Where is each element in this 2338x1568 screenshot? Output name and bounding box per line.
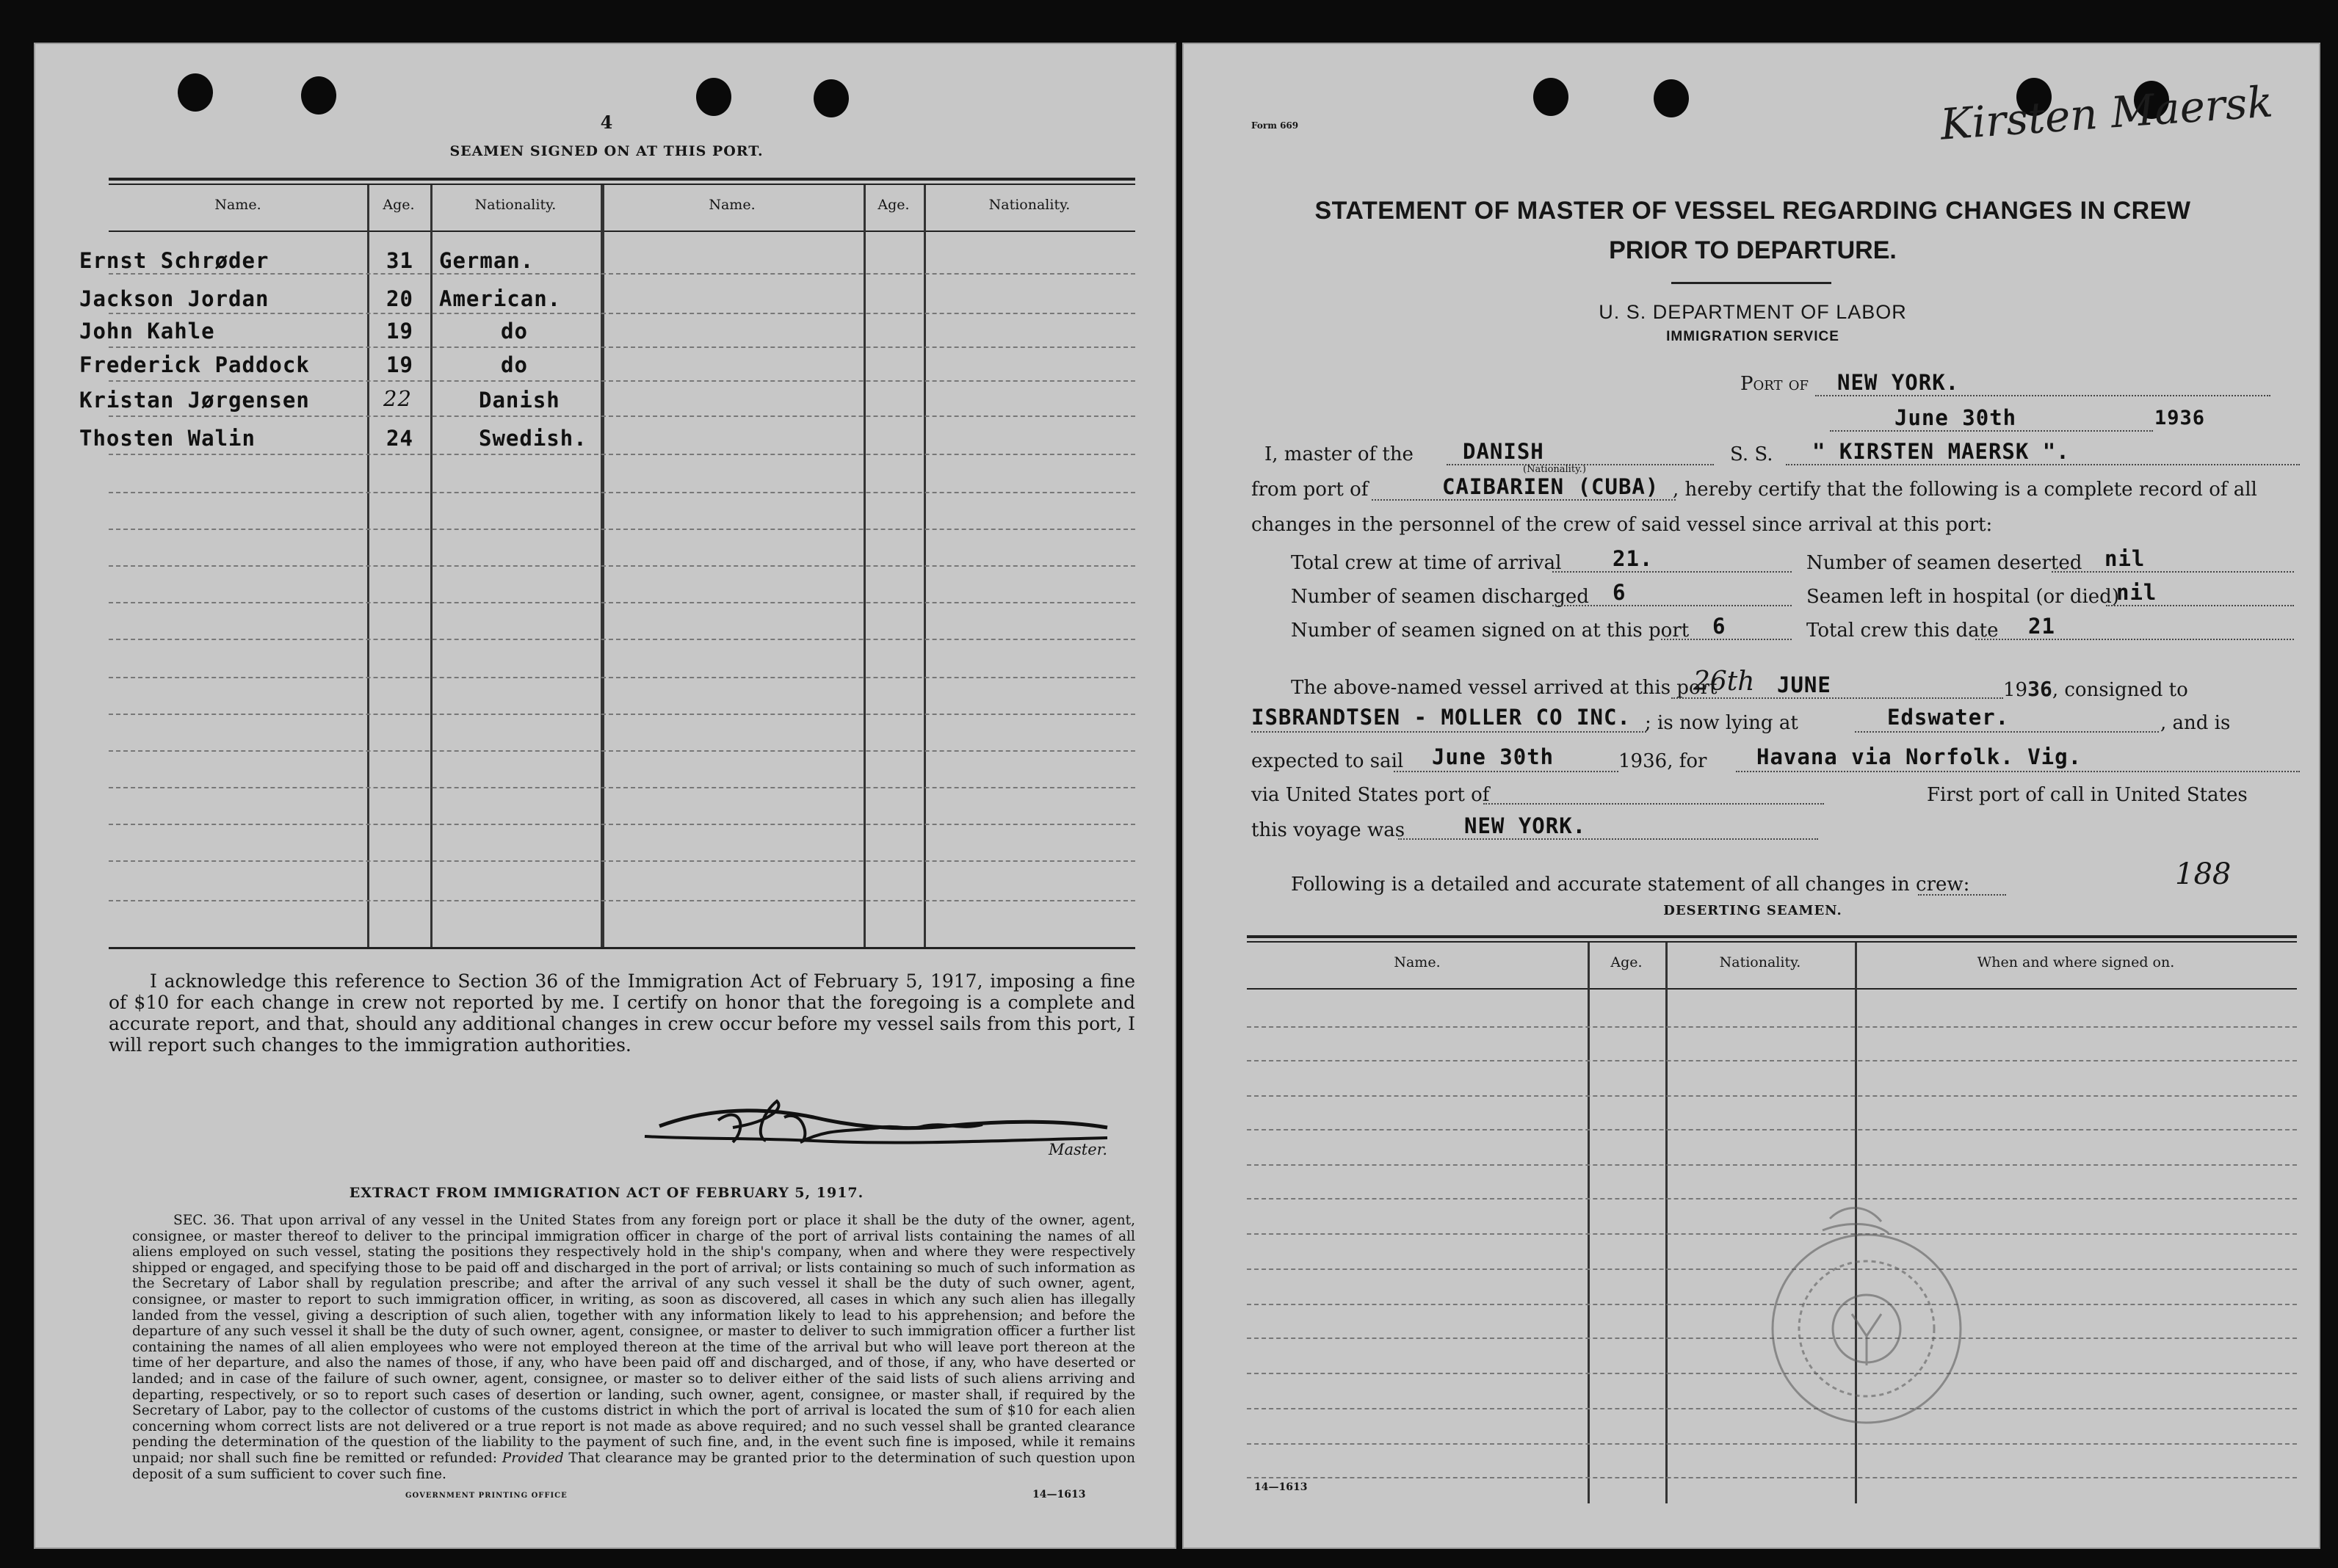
deserted-value: nil xyxy=(2104,546,2146,571)
row-line xyxy=(109,900,1135,901)
date-value: June 30th xyxy=(1894,405,2017,430)
page-number: 4 xyxy=(600,112,613,133)
col-nationality: Nationality. xyxy=(1719,954,1801,970)
fill-line xyxy=(1975,639,2294,640)
total-today-value: 21 xyxy=(2028,614,2055,639)
form-title: STATEMENT OF MASTER OF VESSEL REGARDING CHANGES IN CREW xyxy=(1314,197,2191,225)
signature-role: Master. xyxy=(1049,1141,1108,1158)
row-line xyxy=(1247,1026,2297,1028)
proviso-text: That clearance may be granted prior to the determination of such question upon deposit of a sum sufficient to cover such fine. xyxy=(132,1450,1135,1482)
form-label: Form 669 xyxy=(1251,120,1299,131)
crew-nationality: do xyxy=(501,352,528,377)
crew-nationality: American. xyxy=(439,286,562,311)
punch-hole xyxy=(178,73,213,112)
fill-line xyxy=(1815,395,2270,396)
master-of-label: I, master of the xyxy=(1264,443,1414,465)
col-signed-on: When and where signed on. xyxy=(1977,954,2175,970)
crew-age: 31 xyxy=(386,248,413,273)
fill-line xyxy=(1372,499,1676,501)
extract-body: SEC. 36. That upon arrival of any vessel in the United States from any foreign port or place it shall be the duty of the owner, agent, consignee, or master thereof to deliver to the principal immigration officer in charge of the port of arrival lists containing the names of all aliens employed on such vessel, stating the positions they respectively hold in the ship's company, when and where they were respectively shipped or engaged, and specifying those to be paid off and discharged in the port of arrival; or lists containing so much of such information as the Secretary of Labor shall by regulation prescribe; and after the arrival of any such vessel it shall be the duty of such owner, agent, consignee, or master to report to such immigration officer, in writing, as soon as discovered, all cases in which any such alien has illegally landed from the vessel, giving a description of such alien, together with any information likely to lead to his apprehension; and before the departure of any such vessel it shall be the duty of such owner, agent, consignee, or master to deliver to such immigration officer a further list containing the names of all alien employees who were not employed thereon at the time of the arrival but who will leave port thereon at the time of her departure, and also the names of those, if any, who have been paid off and discharged, and of those, if any, who have deserted or landed; and in case of the failure of such owner, agent, consignee, or master so to deliver either of the said lists of such aliens arriving and departing, respectively, or so to report such cases of desertion or landing, such owner, agent, consignee, or master shall, if required by the Secretary of Labor, pay to the collector of customs of the customs district in which the port of arrival is located the sum of $10 for each alien concerning whom correct lists are not delivered or a true report is not made as above required; and no such vessel shall be granted clearance pending the determination of the question of the liability to the payment of such fine, and, in the event such fine is imposed, while it remains unpaid; nor shall such fine be remitted or refunded: xyxy=(132,1213,1135,1466)
department: U. S. DEPARTMENT OF LABOR xyxy=(1599,301,1907,323)
crew-name: Thosten Walin xyxy=(79,426,256,451)
crew-name: Kristan Jørgensen xyxy=(79,388,310,413)
fill-line xyxy=(1671,697,2003,699)
nationality-caption: (Nationality.) xyxy=(1523,464,1586,475)
fill-line xyxy=(1552,605,1792,606)
fill-line xyxy=(1736,771,2300,772)
sail-year xyxy=(1618,750,1707,772)
crew-age: 19 xyxy=(386,352,413,377)
col-name-2: Name. xyxy=(709,197,756,213)
crew-age: 22 xyxy=(383,386,412,411)
consignee-value: ISBRANDTSEN - MOLLER CO INC. xyxy=(1251,705,1631,730)
col-age: Age. xyxy=(1610,954,1643,970)
title-underline xyxy=(1671,282,1831,284)
crew-nationality: German. xyxy=(439,248,535,273)
punch-hole xyxy=(1533,78,1568,116)
form-code: 14—1613 xyxy=(1032,1489,1086,1500)
voyage-value: NEW YORK. xyxy=(1464,813,1587,838)
row-line xyxy=(109,529,1135,530)
fill-line xyxy=(1918,894,2006,896)
row-line xyxy=(109,639,1135,640)
sail-date: June 30th xyxy=(1432,744,1555,769)
form-code: 14—1613 xyxy=(1254,1481,1308,1493)
row-line xyxy=(1247,1060,2297,1061)
fill-line xyxy=(2106,605,2294,606)
changes-text: changes in the personnel of the crew of said vessel since arrival at this port: xyxy=(1251,514,1993,536)
arrived-month: JUNE xyxy=(1777,672,1831,697)
lying-label: ; is now lying at xyxy=(1645,712,1798,734)
header-bottom-rule xyxy=(109,231,1135,232)
first-port-label: First port of call in United States xyxy=(1927,784,2248,806)
table-top-rule xyxy=(109,178,1135,181)
row-line xyxy=(1247,1164,2297,1166)
year-prefix: 19 xyxy=(2003,679,2028,701)
row-line xyxy=(109,492,1135,493)
hospital-label: Seamen left in hospital (or died) xyxy=(1806,586,2119,608)
total-crew-arrival-value: 21. xyxy=(1613,546,1654,571)
punch-hole xyxy=(1654,79,1689,117)
row-line xyxy=(109,346,1135,348)
punch-hole xyxy=(301,76,336,115)
ss-label: S. S. xyxy=(1730,443,1773,465)
row-line xyxy=(109,677,1135,678)
left-page xyxy=(34,43,1176,1549)
crew-name: Jackson Jordan xyxy=(79,286,269,311)
header-bottom-rule xyxy=(1247,988,2297,990)
handwritten-ship-name: Kirsten Maersk xyxy=(1939,76,2275,150)
for-label: , for xyxy=(1667,750,1707,772)
hospital-value: nil xyxy=(2116,580,2157,605)
discharged-label: Number of seamen discharged xyxy=(1291,586,1589,608)
total-crew-arrival-label: Total crew at time of arrival xyxy=(1291,552,1562,574)
crew-name: Frederick Paddock xyxy=(79,352,310,377)
from-port-label: from port of xyxy=(1251,479,1369,501)
arrived-year-suffix: 36 xyxy=(2027,677,2052,701)
crew-age: 19 xyxy=(386,319,413,344)
row-line xyxy=(109,313,1135,314)
col-nationality: Nationality. xyxy=(474,197,557,213)
arrived-year-prefix xyxy=(2003,677,2188,701)
proviso-word: Provided xyxy=(502,1450,564,1466)
fill-line xyxy=(2052,571,2294,573)
crew-nationality: do xyxy=(501,319,528,344)
extract-text xyxy=(132,1213,1135,1482)
table-top-rule-2 xyxy=(109,184,1135,185)
crew-nationality: Swedish. xyxy=(479,426,587,451)
row-line xyxy=(109,454,1135,455)
printer-line: GOVERNMENT PRINTING OFFICE xyxy=(405,1492,568,1500)
following-text: Following is a detailed and accurate statement of all changes in crew: xyxy=(1291,874,1970,896)
fill-line xyxy=(1483,803,1824,805)
section-title: SEAMEN SIGNED ON AT THIS PORT. xyxy=(449,143,764,159)
fill-line xyxy=(1552,571,1792,573)
fill-line xyxy=(1661,639,1792,640)
handwritten-number: 188 xyxy=(2175,857,2232,891)
sail-year-suffix: 36 xyxy=(1643,750,1668,772)
port-value: NEW YORK. xyxy=(1837,370,1960,395)
discharged-value: 6 xyxy=(1613,580,1626,605)
row-line xyxy=(109,602,1135,603)
date-year: 1936 xyxy=(2154,407,2206,429)
col-name: Name. xyxy=(214,197,261,213)
service: IMMIGRATION SERVICE xyxy=(1666,329,1839,344)
total-today-label: Total crew this date xyxy=(1806,620,1999,642)
row-line xyxy=(109,415,1135,417)
deserted-label: Number of seamen deserted xyxy=(1806,552,2082,574)
crew-nationality: Danish xyxy=(479,388,560,413)
row-line xyxy=(109,714,1135,715)
col-name: Name. xyxy=(1394,954,1441,970)
row-line xyxy=(109,824,1135,825)
form-title-line2: PRIOR TO DEPARTURE. xyxy=(1609,236,1897,264)
crew-name: Ernst Schrøder xyxy=(79,248,269,273)
arrived-day: 26th xyxy=(1693,667,1755,697)
table-top-rule xyxy=(1247,935,2297,938)
fill-line xyxy=(1398,838,1818,840)
voyage-label: this voyage was xyxy=(1251,819,1405,841)
row-line xyxy=(109,860,1135,862)
fill-line xyxy=(1251,731,1646,733)
acknowledgement-text: I acknowledge this reference to Section 36 of the Immigration Act of February 5, 1917, imposing a fine of $10 for each change in crew not reported by me. I certify on honor that the foregoing is a complete and accurate report, and that, should any additional changes in crew occur before my vessel sails from this port, I will report such changes to the immigration authorities. xyxy=(109,970,1135,1056)
table-bottom-rule xyxy=(109,947,1135,949)
row-line xyxy=(1247,1129,2297,1130)
table-top-rule-2 xyxy=(1247,941,2297,943)
col-age: Age. xyxy=(383,197,415,213)
immigration-stamp xyxy=(1742,1189,1991,1453)
destination-value: Havana via Norfolk. Vig. xyxy=(1756,744,2082,769)
fill-line xyxy=(1855,731,2159,733)
crew-age: 24 xyxy=(386,426,413,451)
punch-hole xyxy=(696,78,731,116)
extract-title: EXTRACT FROM IMMIGRATION ACT OF FEBRUARY 5, 1917. xyxy=(349,1185,864,1201)
crew-age: 20 xyxy=(386,286,413,311)
row-line xyxy=(109,565,1135,567)
right-page xyxy=(1182,43,2320,1549)
and-is-label: , and is xyxy=(2160,712,2231,734)
port-label: Port of xyxy=(1740,373,1809,395)
row-line xyxy=(109,380,1135,382)
lying-value: Edswater. xyxy=(1887,705,2010,730)
consigned-label: , consigned to xyxy=(2052,679,2188,701)
fill-line xyxy=(1830,430,2153,432)
crew-name: John Kahle xyxy=(79,319,215,344)
row-line xyxy=(109,787,1135,788)
row-line xyxy=(1247,1477,2297,1478)
certify-text: , hereby certify that the following is a complete record of all xyxy=(1673,479,2257,501)
expected-label: expected to sail xyxy=(1251,750,1404,772)
deserting-title: DESERTING SEAMEN. xyxy=(1663,903,1842,918)
nationality-value: DANISH xyxy=(1463,439,1544,464)
col-age-2: Age. xyxy=(877,197,910,213)
signed-on-label: Number of seamen signed on at this port xyxy=(1291,620,1690,642)
year-prefix-2: 19 xyxy=(1618,750,1643,772)
row-line xyxy=(109,273,1135,275)
via-port-label: via United States port of xyxy=(1251,784,1490,806)
arrived-label: The above-named vessel arrived at this port xyxy=(1291,677,1718,699)
signed-on-value: 6 xyxy=(1712,614,1726,639)
from-port-value: CAIBARIEN (CUBA) xyxy=(1442,474,1660,499)
fill-line xyxy=(1786,464,2300,465)
ship-value: " KIRSTEN MAERSK ". xyxy=(1812,439,2070,464)
row-line xyxy=(109,750,1135,752)
row-line xyxy=(1247,1095,2297,1097)
col-nationality-2: Nationality. xyxy=(988,197,1071,213)
fill-line xyxy=(1394,771,1618,772)
